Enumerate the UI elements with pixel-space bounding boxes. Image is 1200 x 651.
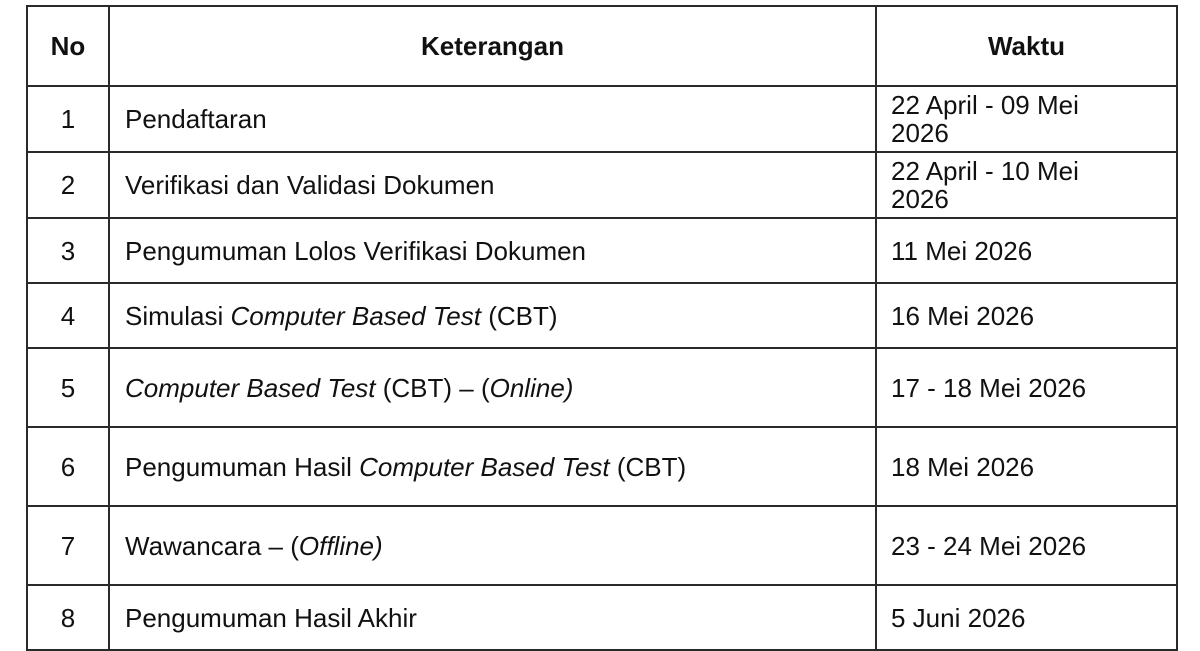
- description-text: Simulasi: [125, 300, 231, 331]
- italic-term: Offline): [298, 530, 383, 561]
- table-row: [27, 152, 1177, 218]
- header-no: No: [27, 6, 109, 86]
- description-text: (CBT): [609, 451, 687, 482]
- date-line: 17 - 18 Mei 2026: [891, 372, 1087, 403]
- table-row: [27, 585, 1177, 650]
- row-keterangan: [109, 86, 876, 152]
- description-text: Pengumuman Hasil Akhir: [125, 602, 417, 633]
- date-line: 23 - 24 Mei 2026: [891, 530, 1087, 561]
- row-waktu: [876, 152, 1177, 218]
- row-waktu: [876, 283, 1177, 348]
- italic-term: Online): [489, 372, 574, 403]
- row-keterangan: [109, 427, 876, 506]
- italic-term: Computer Based Test: [230, 300, 481, 331]
- date-line: 2026: [891, 184, 949, 214]
- row-number: 1: [27, 86, 109, 152]
- row-waktu: [876, 348, 1177, 427]
- header-keterangan: Keterangan: [109, 6, 876, 86]
- schedule-table: [26, 5, 1178, 651]
- table-row: [27, 218, 1177, 283]
- row-number: 7: [27, 506, 109, 585]
- description-text: Pengumuman Hasil: [125, 451, 360, 482]
- header-waktu: Waktu: [876, 6, 1177, 86]
- row-number: 4: [27, 283, 109, 348]
- row-keterangan: [109, 218, 876, 283]
- row-number: 2: [27, 152, 109, 218]
- date-line: 22 April - 09 Mei: [891, 90, 1079, 120]
- date-line: 11 Mei 2026: [891, 235, 1033, 266]
- description-text: Pengumuman Lolos Verifikasi Dokumen: [125, 235, 587, 266]
- header-row: [27, 6, 1177, 86]
- table-row: [27, 506, 1177, 585]
- date-line: 16 Mei 2026: [891, 300, 1035, 331]
- date-line: 18 Mei 2026: [891, 451, 1035, 482]
- row-keterangan: [109, 585, 876, 650]
- row-keterangan: [109, 152, 876, 218]
- row-number: 5: [27, 348, 109, 427]
- table-row: [27, 427, 1177, 506]
- date-line: 2026: [891, 118, 949, 148]
- row-waktu: [876, 427, 1177, 506]
- table-body: [27, 86, 1177, 650]
- row-waktu: [876, 86, 1177, 152]
- description-text: (CBT) – (: [375, 372, 490, 403]
- date-line: 22 April - 10 Mei: [891, 156, 1079, 186]
- description-text: Wawancara – (: [125, 530, 299, 561]
- italic-term: Computer Based Test: [125, 372, 376, 403]
- row-number: 3: [27, 218, 109, 283]
- description-text: Pendaftaran: [125, 104, 267, 134]
- description-text: Verifikasi dan Validasi Dokumen: [125, 170, 495, 200]
- row-waktu: [876, 585, 1177, 650]
- row-keterangan: [109, 283, 876, 348]
- table-row: [27, 348, 1177, 427]
- row-waktu: [876, 506, 1177, 585]
- date-line: 5 Juni 2026: [891, 602, 1026, 633]
- table-row: [27, 86, 1177, 152]
- row-keterangan: [109, 348, 876, 427]
- description-text: (CBT): [481, 300, 558, 331]
- row-keterangan: [109, 506, 876, 585]
- table-row: [27, 283, 1177, 348]
- row-waktu: [876, 218, 1177, 283]
- row-number: 6: [27, 427, 109, 506]
- row-number: 8: [27, 585, 109, 650]
- italic-term: Computer Based Test: [359, 451, 610, 482]
